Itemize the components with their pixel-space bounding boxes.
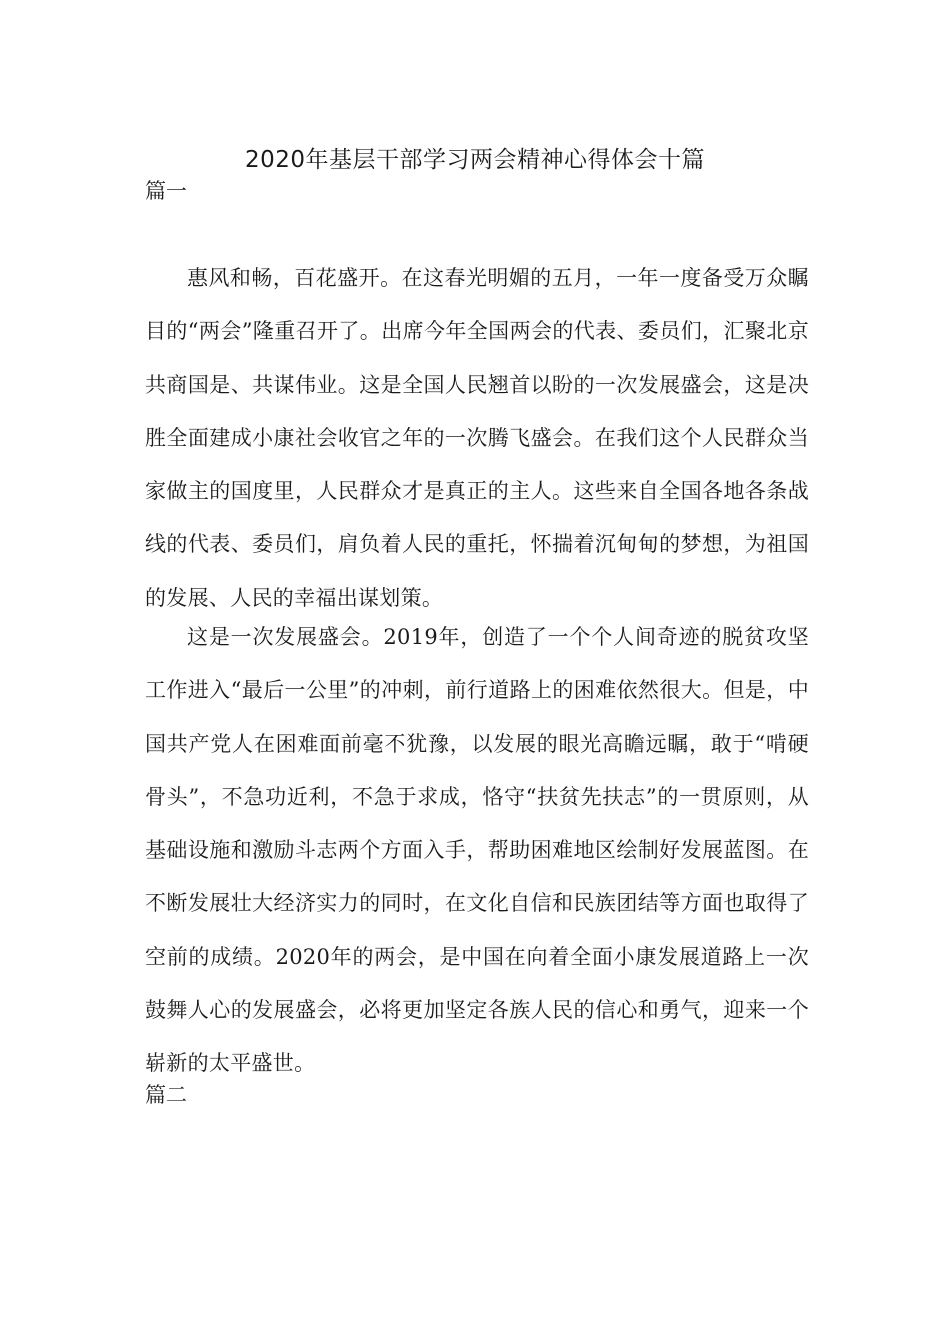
document-title: 2020年基层干部学习两会精神心得体会十篇 [244,147,706,173]
section-label-2: 篇二 [145,1083,187,1107]
section-label-1: 篇一 [145,179,187,203]
paragraph-1: 惠风和畅，百花盛开。在这春光明媚的五月，一年一度备受万众瞩目的“两会”隆重召开了。出席今年全国两会的代表、委员们，汇聚北京共商国是、共谋伟业。这是全国人民翘首以盼的一次发展盛会，这是决胜全面建成小康社会收官之年的一次腾飞盛会。在我们这个人民群众当家做主的国度里，人民群众才是真正的主人。这些来自全国各地各条战线的代表、委员们，肩负着人民的重托，怀揣着沉甸甸的梦想，为祖国的发展、人民的幸福出谋划策。 [145,266,809,610]
paragraph-2: 这是一次发展盛会。2019年，创造了一个个人间奇迹的脱贫攻坚工作进入“最后一公里”的冲刺，前行道路上的困难依然很大。但是，中国共产党人在困难面前毫不犹豫，以发展的眼光高瞻远瞩，敢于“啃硬骨头”，不急功近利，不急于求成，恪守“扶贫先扶志”的一贯原则，从基础设施和激励斗志两个方面入手，帮助困难地区绘制好发展蓝图。在不断发展壮大经济实力的同时，在文化自信和民族团结等方面也取得了空前的成绩。2020年的两会，是中国在向着全面小康发展道路上一次鼓舞人心的发展盛会，必将更加坚定各族人民的信心和勇气，迎来一个崭新的太平盛世。 [145,625,809,1076]
